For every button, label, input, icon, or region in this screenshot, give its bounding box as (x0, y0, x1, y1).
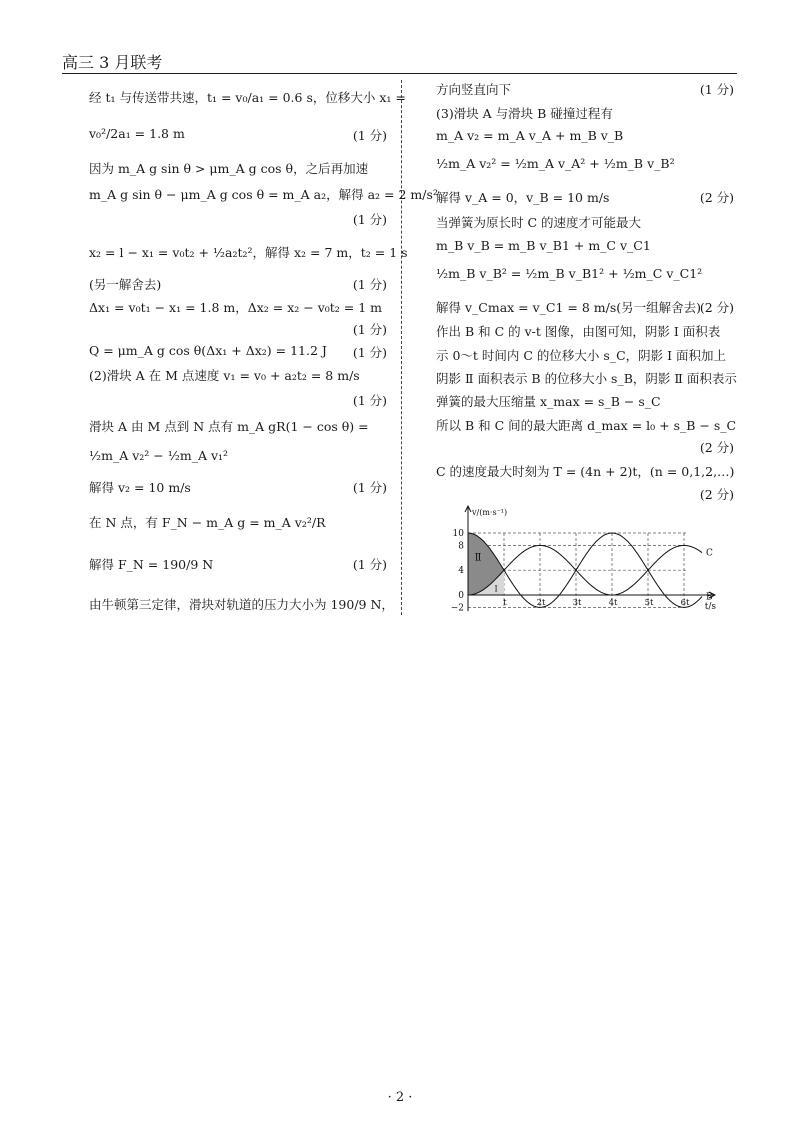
right-line-6: 当弹簧为原长时 C 的速度才可能最大 (436, 215, 642, 230)
left-line-7: (另一解舍去) (89, 277, 162, 292)
left-score-15: (1 分) (352, 480, 387, 495)
left-line-13: 滑块 A 由 M 点到 N 点有 m_A gR(1 − cos θ) = (89, 419, 369, 434)
right-line-11: 示 0～t 时间内 C 的位移大小 s_C，阴影 Ⅰ 面积加上 (436, 348, 727, 363)
right-line-5: 解得 v_A = 0，v_B = 10 m/s (436, 190, 610, 205)
right-line-8: ½m_B v_B² = ½m_B v_B1² + ½m_C v_C1² (436, 266, 703, 281)
right-score-5: (2 分) (699, 190, 734, 205)
right-line-16: C 的速度最大时刻为 T = (4n + 2)t，(n = 0,1,2,…) (436, 464, 735, 479)
left-line-18: 由牛顿第三定律，滑块对轨道的压力大小为 190/9 N， (89, 597, 394, 612)
left-score-9: (1 分) (352, 322, 387, 337)
y-tick-label: 0 (458, 591, 464, 601)
left-line-4: m_A g sin θ − μm_A g cos θ = m_A a₂，解得 a₂ = 2 m/s² (89, 187, 438, 202)
right-score-17: (2 分) (699, 487, 734, 502)
y-tick-label: 8 (458, 541, 464, 552)
chart-shading (468, 533, 504, 595)
right-score-1: (1 分) (699, 82, 734, 97)
left-line-10: Q = μm_A g cos θ(Δx₁ + Δx₂) = 11.2 J (89, 343, 327, 358)
page-header-title: 高三 3 月联考 (62, 53, 163, 72)
right-line-4: ½m_A v₂² = ½m_A v_A² + ½m_B v_B² (436, 156, 675, 171)
left-score-17: (1 分) (352, 557, 387, 572)
right-line-13: 弹簧的最大压缩量 x_max = s_B − s_C (436, 394, 661, 409)
right-score-15: (2 分) (699, 440, 734, 455)
left-score-12: (1 分) (352, 393, 387, 408)
page-number: · 2 · (387, 1090, 413, 1105)
header-rule (62, 73, 737, 74)
y-tick-label: −2 (450, 603, 464, 614)
left-line-14: ½m_A v₂² − ½m_A v₁² (89, 448, 229, 463)
x-tick-label: t (503, 598, 507, 608)
left-score-10: (1 分) (352, 345, 387, 360)
left-line-8: Δx₁ = v₀t₁ − x₁ = 1.8 m，Δx₂ = x₂ − v₀t₂ = 1 m (89, 300, 383, 315)
left-line-6: x₂ = l − x₁ = v₀t₂ + ½a₂t₂²，解得 x₂ = 7 m，t₂ = 1 s (89, 245, 408, 260)
x-tick-label: 3t (572, 598, 582, 608)
left-line-17: 解得 F_N = 190/9 N (89, 557, 214, 572)
y-tick-label: 4 (458, 566, 464, 577)
right-score-9: (2 分) (699, 300, 734, 315)
y-tick-label: 10 (452, 529, 464, 539)
chart-axes (465, 506, 715, 611)
series-b-label: B (706, 592, 713, 603)
right-line-9: 解得 v_Cmax = v_C1 = 8 m/s(另一组解舍去) (436, 300, 702, 315)
left-line-3: 因为 m_A g sin θ > μm_A g cos θ，之后再加速 (89, 161, 369, 176)
left-line-11: (2)滑块 A 在 M 点速度 v₁ = v₀ + a₂t₂ = 8 m/s (89, 368, 360, 383)
right-line-2: (3)滑块 A 与滑块 B 碰撞过程有 (436, 106, 613, 121)
x-tick-label: 6t (680, 598, 690, 608)
series-c-label: C (706, 548, 713, 559)
right-line-12: 阴影 Ⅱ 面积表示 B 的位移大小 s_B，阴影 Ⅱ 面积表示 (436, 371, 737, 386)
right-line-3: m_A v₂ = m_A v_A + m_B v_B (436, 128, 624, 143)
shaded-region-2-label: Ⅱ (474, 552, 482, 564)
shaded-region-1-label: Ⅰ (494, 584, 498, 594)
right-line-7: m_B v_B = m_B v_B1 + m_C v_C1 (436, 238, 651, 253)
left-score-2: (1 分) (352, 128, 387, 143)
left-score-5: (1 分) (352, 212, 387, 227)
x-tick-label: 5t (644, 598, 654, 608)
right-line-14: 所以 B 和 C 间的最大距离 d_max = l₀ + s_B − s_C (436, 418, 737, 433)
left-line-16: 在 N 点，有 F_N − m_A g = m_A v₂²/R (89, 515, 326, 530)
right-line-1: 方向竖直向下 (436, 82, 512, 97)
left-line-1: 经 t₁ 与传送带共速，t₁ = v₀/a₁ = 0.6 s，位移大小 x₁ = (89, 90, 406, 105)
left-line-2: v₀²/2a₁ = 1.8 m (89, 126, 185, 141)
vt-chart (440, 505, 730, 625)
x-tick-label: 2t (536, 598, 546, 608)
left-score-7: (1 分) (352, 277, 387, 292)
x-tick-label: 4t (608, 598, 618, 608)
x-axis-label: t/s (704, 602, 716, 612)
y-axis-label: v/(m·s⁻¹) (472, 508, 508, 517)
right-line-10: 作出 B 和 C 的 v-t 图像，由图可知，阴影 Ⅰ 面积表 (436, 324, 721, 339)
left-line-15: 解得 v₂ = 10 m/s (89, 480, 191, 495)
column-divider (401, 80, 402, 615)
